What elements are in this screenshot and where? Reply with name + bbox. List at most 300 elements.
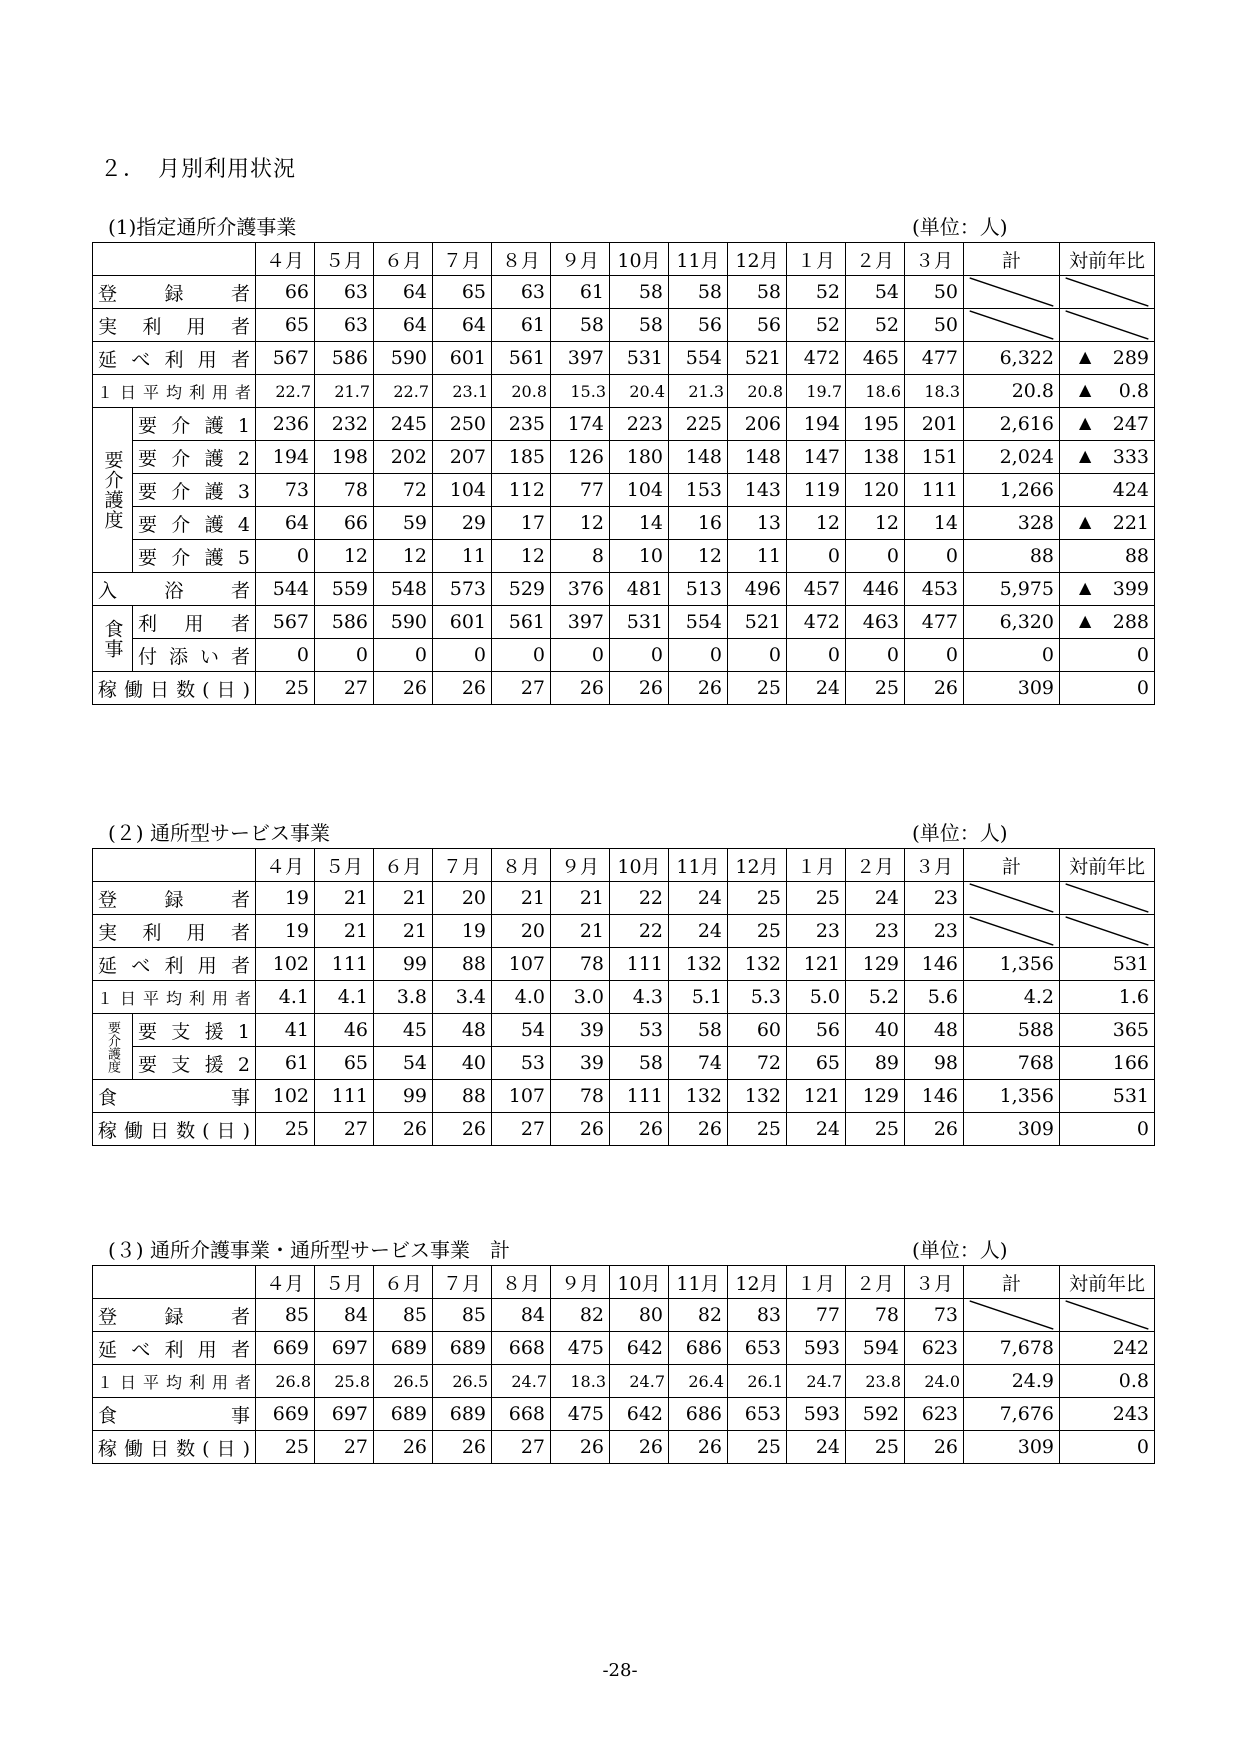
decrease-triangle-icon: ▲ <box>1079 347 1092 366</box>
month-value: 99 <box>374 1080 433 1113</box>
table-row <box>93 882 1155 915</box>
yoy-number: 424 <box>1112 479 1149 501</box>
table-row <box>93 606 1155 639</box>
month-value: 453 <box>905 573 964 606</box>
month-value: 590 <box>374 342 433 375</box>
month-value: 26 <box>551 672 610 705</box>
month-value: 26.5 <box>374 1365 433 1398</box>
month-value: 85 <box>433 1299 492 1332</box>
month-value: 10 <box>610 540 669 573</box>
decrease-triangle-icon: ▲ <box>1079 380 1092 399</box>
diagonal-blank-cell <box>964 1299 1060 1332</box>
yoy-value <box>1060 474 1155 507</box>
month-value: 236 <box>256 408 315 441</box>
month-value: 52 <box>846 309 905 342</box>
month-value: 521 <box>728 342 787 375</box>
month-value: 26 <box>610 1113 669 1146</box>
month-value: 18.3 <box>905 375 964 408</box>
month-header: ３月 <box>905 243 964 276</box>
month-value: 27 <box>315 672 374 705</box>
month-value: 107 <box>492 948 551 981</box>
total-value: 1,356 <box>964 948 1060 981</box>
month-value: 26 <box>669 1113 728 1146</box>
table-row <box>93 1014 1155 1047</box>
month-value: 77 <box>787 1299 846 1332</box>
yoy-value <box>1060 1332 1155 1365</box>
yoy-value <box>1060 1047 1155 1080</box>
group-label-text: 食事 <box>101 618 124 659</box>
total-value: 1,266 <box>964 474 1060 507</box>
diagonal-blank-cell <box>964 309 1060 342</box>
section-1-unit: (単位：人) <box>912 215 1008 239</box>
month-value: 129 <box>846 948 905 981</box>
month-value: 65 <box>256 309 315 342</box>
month-value: 45 <box>374 1014 433 1047</box>
month-value: 21 <box>374 882 433 915</box>
month-value: 686 <box>669 1332 728 1365</box>
month-value: 457 <box>787 573 846 606</box>
month-value: 544 <box>256 573 315 606</box>
month-value: 465 <box>846 342 905 375</box>
section-2-table <box>92 848 1155 1146</box>
month-header: 11月 <box>669 849 728 882</box>
yoy-number: 365 <box>1112 1019 1149 1041</box>
month-value: 561 <box>492 606 551 639</box>
total-value: 7,676 <box>964 1398 1060 1431</box>
month-value: 26 <box>610 1431 669 1464</box>
month-value: 119 <box>787 474 846 507</box>
month-value: 25 <box>728 672 787 705</box>
month-header: ４月 <box>256 243 315 276</box>
group-label-text: 要介護度 <box>101 450 124 530</box>
month-value: 78 <box>315 474 374 507</box>
month-value: 477 <box>905 606 964 639</box>
month-value: 22 <box>610 915 669 948</box>
month-value: 65 <box>315 1047 374 1080</box>
yoy-number: 0 <box>1136 677 1149 699</box>
month-value: 112 <box>492 474 551 507</box>
month-value: 21 <box>374 915 433 948</box>
diagonal-blank-cell <box>1060 915 1155 948</box>
month-value: 12 <box>787 507 846 540</box>
month-value: 148 <box>669 441 728 474</box>
month-value: 18.6 <box>846 375 905 408</box>
month-value: 26 <box>433 1113 492 1146</box>
yoy-value <box>1060 342 1155 375</box>
yoy-number: 243 <box>1112 1403 1149 1425</box>
month-value: 5.6 <box>905 981 964 1014</box>
total-value: 20.8 <box>964 375 1060 408</box>
table-row <box>93 1113 1155 1146</box>
month-value: 22.7 <box>374 375 433 408</box>
month-value: 21 <box>551 882 610 915</box>
row-label: 登 録 者 <box>93 882 256 915</box>
row-label: 要 介 護 5 <box>133 540 256 573</box>
month-value: 58 <box>728 276 787 309</box>
section-2-unit: (単位：人) <box>912 821 1008 845</box>
month-value: 54 <box>492 1014 551 1047</box>
header-row <box>93 243 1155 276</box>
yoy-value <box>1060 540 1155 573</box>
month-value: 195 <box>846 408 905 441</box>
yoy-number: 0.8 <box>1118 1370 1149 1392</box>
month-value: 26 <box>374 1431 433 1464</box>
month-value: 82 <box>669 1299 728 1332</box>
month-value: 397 <box>551 606 610 639</box>
month-value: 132 <box>728 948 787 981</box>
yoy-number: 0 <box>1136 1436 1149 1458</box>
month-value: 53 <box>610 1014 669 1047</box>
table-row <box>93 309 1155 342</box>
month-value: 17 <box>492 507 551 540</box>
month-value: 56 <box>669 309 728 342</box>
month-value: 206 <box>728 408 787 441</box>
month-value: 0 <box>492 639 551 672</box>
yoy-value <box>1060 573 1155 606</box>
month-value: 21.3 <box>669 375 728 408</box>
diagonal-blank-cell <box>964 276 1060 309</box>
month-value: 46 <box>315 1014 374 1047</box>
row-label: 延べ利用者 <box>93 1332 256 1365</box>
decrease-triangle-icon: ▲ <box>1079 413 1092 432</box>
month-value: 73 <box>256 474 315 507</box>
month-value: 475 <box>551 1398 610 1431</box>
decrease-triangle-icon: ▲ <box>1079 611 1092 630</box>
month-value: 623 <box>905 1332 964 1365</box>
month-value: 25 <box>728 882 787 915</box>
month-value: 0 <box>787 540 846 573</box>
month-value: 40 <box>846 1014 905 1047</box>
month-value: 567 <box>256 342 315 375</box>
month-value: 592 <box>846 1398 905 1431</box>
yoy-number: 242 <box>1112 1337 1149 1359</box>
section-1-table <box>92 242 1155 705</box>
month-value: 21.7 <box>315 375 374 408</box>
month-value: 24 <box>787 1113 846 1146</box>
month-header: ２月 <box>846 243 905 276</box>
month-value: 39 <box>551 1047 610 1080</box>
section-1-title: (1)指定通所介護事業 <box>108 215 297 239</box>
month-value: 58 <box>669 1014 728 1047</box>
month-header: ３月 <box>905 1266 964 1299</box>
month-value: 521 <box>728 606 787 639</box>
row-label: 延べ利用者 <box>93 342 256 375</box>
month-value: 48 <box>905 1014 964 1047</box>
month-value: 689 <box>374 1332 433 1365</box>
yoy-value <box>1060 948 1155 981</box>
month-value: 653 <box>728 1332 787 1365</box>
month-value: 132 <box>669 948 728 981</box>
month-value: 19.7 <box>787 375 846 408</box>
month-value: 52 <box>787 276 846 309</box>
month-value: 397 <box>551 342 610 375</box>
table-row <box>93 1080 1155 1113</box>
yoy-value <box>1060 1080 1155 1113</box>
month-value: 111 <box>610 1080 669 1113</box>
month-value: 0 <box>256 540 315 573</box>
month-value: 472 <box>787 342 846 375</box>
yoy-number: 166 <box>1112 1052 1149 1074</box>
month-header: ８月 <box>492 849 551 882</box>
month-header: １月 <box>787 849 846 882</box>
yoy-number: 1.6 <box>1118 986 1149 1008</box>
month-value: 19 <box>256 882 315 915</box>
month-value: 61 <box>256 1047 315 1080</box>
month-value: 58 <box>669 276 728 309</box>
month-value: 24 <box>669 915 728 948</box>
month-value: 24 <box>669 882 728 915</box>
month-header: ２月 <box>846 849 905 882</box>
month-header: ７月 <box>433 243 492 276</box>
month-value: 4.3 <box>610 981 669 1014</box>
month-value: 27 <box>492 1113 551 1146</box>
month-value: 4.1 <box>256 981 315 1014</box>
diagonal-blank-cell <box>1060 276 1155 309</box>
table-row <box>93 948 1155 981</box>
month-value: 26 <box>374 672 433 705</box>
month-value: 0 <box>374 639 433 672</box>
month-value: 0 <box>905 540 964 573</box>
month-value: 194 <box>787 408 846 441</box>
diagonal-blank-cell <box>1060 1299 1155 1332</box>
month-value: 531 <box>610 606 669 639</box>
month-value: 8 <box>551 540 610 573</box>
month-value: 554 <box>669 342 728 375</box>
month-value: 19 <box>256 915 315 948</box>
month-value: 16 <box>669 507 728 540</box>
month-value: 21 <box>551 915 610 948</box>
yoy-number: 221 <box>1112 512 1149 534</box>
table-row <box>93 573 1155 606</box>
month-value: 25 <box>846 672 905 705</box>
yoy-number: 399 <box>1112 578 1149 600</box>
month-value: 153 <box>669 474 728 507</box>
month-value: 0 <box>905 639 964 672</box>
month-value: 64 <box>374 276 433 309</box>
month-value: 27 <box>492 672 551 705</box>
month-value: 0 <box>551 639 610 672</box>
total-value: 5,975 <box>964 573 1060 606</box>
month-value: 0 <box>315 639 374 672</box>
row-label: 食 事 <box>93 1080 256 1113</box>
month-value: 5.3 <box>728 981 787 1014</box>
table-row <box>93 1365 1155 1398</box>
month-value: 56 <box>787 1014 846 1047</box>
month-value: 689 <box>433 1398 492 1431</box>
month-value: 26 <box>551 1431 610 1464</box>
diagonal-blank-cell <box>1060 882 1155 915</box>
section-2 <box>92 818 1154 1146</box>
month-value: 0 <box>787 639 846 672</box>
month-header: 12月 <box>728 1266 787 1299</box>
month-value: 12 <box>315 540 374 573</box>
total-value: 309 <box>964 1113 1060 1146</box>
month-value: 20.8 <box>492 375 551 408</box>
month-value: 63 <box>315 276 374 309</box>
month-value: 146 <box>905 1080 964 1113</box>
month-value: 669 <box>256 1332 315 1365</box>
month-value: 686 <box>669 1398 728 1431</box>
total-value: 328 <box>964 507 1060 540</box>
yoy-number: 0 <box>1136 1118 1149 1140</box>
month-value: 593 <box>787 1332 846 1365</box>
table-row <box>93 408 1155 441</box>
month-value: 26.1 <box>728 1365 787 1398</box>
month-value: 21 <box>315 915 374 948</box>
month-value: 29 <box>433 507 492 540</box>
month-value: 120 <box>846 474 905 507</box>
decrease-triangle-icon: ▲ <box>1079 578 1092 597</box>
row-label: 実 利 用 者 <box>93 309 256 342</box>
month-value: 58 <box>610 1047 669 1080</box>
month-value: 111 <box>315 1080 374 1113</box>
month-value: 54 <box>374 1047 433 1080</box>
month-value: 24.7 <box>610 1365 669 1398</box>
month-value: 0 <box>728 639 787 672</box>
month-header: ９月 <box>551 849 610 882</box>
month-value: 24.7 <box>787 1365 846 1398</box>
total-value: 1,356 <box>964 1080 1060 1113</box>
yoy-header: 対前年比 <box>1060 849 1155 882</box>
month-value: 146 <box>905 948 964 981</box>
month-value: 225 <box>669 408 728 441</box>
month-value: 207 <box>433 441 492 474</box>
month-value: 104 <box>610 474 669 507</box>
month-value: 472 <box>787 606 846 639</box>
table-row <box>93 1398 1155 1431</box>
yoy-number: 0.8 <box>1118 380 1149 402</box>
group-label <box>93 606 133 672</box>
month-value: 78 <box>846 1299 905 1332</box>
month-value: 26 <box>669 672 728 705</box>
month-value: 104 <box>433 474 492 507</box>
month-value: 232 <box>315 408 374 441</box>
month-value: 151 <box>905 441 964 474</box>
total-value: 309 <box>964 672 1060 705</box>
table-row <box>93 915 1155 948</box>
month-value: 50 <box>905 276 964 309</box>
total-header: 計 <box>964 243 1060 276</box>
yoy-value <box>1060 639 1155 672</box>
month-value: 12 <box>374 540 433 573</box>
month-value: 561 <box>492 342 551 375</box>
month-header: ５月 <box>315 1266 374 1299</box>
month-value: 63 <box>492 276 551 309</box>
section-3 <box>92 1235 1154 1464</box>
month-value: 548 <box>374 573 433 606</box>
month-value: 11 <box>433 540 492 573</box>
row-label: 食 事 <box>93 1398 256 1431</box>
table-row <box>93 375 1155 408</box>
group-label <box>93 408 133 573</box>
row-label: 稼働日数(日) <box>93 1113 256 1146</box>
month-value: 531 <box>610 342 669 375</box>
month-value: 642 <box>610 1398 669 1431</box>
month-header: 10月 <box>610 1266 669 1299</box>
table-row <box>93 276 1155 309</box>
month-value: 23 <box>846 915 905 948</box>
month-value: 107 <box>492 1080 551 1113</box>
total-value: 6,322 <box>964 342 1060 375</box>
month-header: ６月 <box>374 1266 433 1299</box>
month-value: 102 <box>256 948 315 981</box>
month-value: 3.4 <box>433 981 492 1014</box>
month-value: 5.0 <box>787 981 846 1014</box>
month-value: 5.1 <box>669 981 728 1014</box>
month-value: 121 <box>787 1080 846 1113</box>
total-value: 309 <box>964 1431 1060 1464</box>
table-row <box>93 1332 1155 1365</box>
month-value: 121 <box>787 948 846 981</box>
month-value: 668 <box>492 1398 551 1431</box>
month-value: 26 <box>905 1431 964 1464</box>
month-value: 83 <box>728 1299 787 1332</box>
month-value: 594 <box>846 1332 905 1365</box>
row-label: 入 浴 者 <box>93 573 256 606</box>
month-value: 22.7 <box>256 375 315 408</box>
month-value: 59 <box>374 507 433 540</box>
diagonal-blank-cell <box>964 882 1060 915</box>
table-row <box>93 672 1155 705</box>
yoy-value <box>1060 606 1155 639</box>
yoy-value <box>1060 672 1155 705</box>
month-value: 129 <box>846 1080 905 1113</box>
month-header: ７月 <box>433 1266 492 1299</box>
section-3-table <box>92 1265 1155 1464</box>
month-value: 12 <box>846 507 905 540</box>
month-value: 174 <box>551 408 610 441</box>
month-value: 668 <box>492 1332 551 1365</box>
month-value: 26.5 <box>433 1365 492 1398</box>
month-value: 593 <box>787 1398 846 1431</box>
month-value: 5.2 <box>846 981 905 1014</box>
month-value: 41 <box>256 1014 315 1047</box>
table-row <box>93 507 1155 540</box>
month-header: １月 <box>787 243 846 276</box>
yoy-number: 333 <box>1112 446 1149 468</box>
table-row <box>93 981 1155 1014</box>
total-value: 24.9 <box>964 1365 1060 1398</box>
month-value: 22 <box>610 882 669 915</box>
month-value: 14 <box>905 507 964 540</box>
month-header: 10月 <box>610 243 669 276</box>
total-header: 計 <box>964 1266 1060 1299</box>
month-value: 56 <box>728 309 787 342</box>
month-value: 88 <box>433 948 492 981</box>
row-label: 登 録 者 <box>93 276 256 309</box>
month-value: 26.4 <box>669 1365 728 1398</box>
month-value: 65 <box>433 276 492 309</box>
row-label: 付 添 い 者 <box>133 639 256 672</box>
month-value: 475 <box>551 1332 610 1365</box>
yoy-number: 0 <box>1136 644 1149 666</box>
yoy-value <box>1060 441 1155 474</box>
page-heading: ２． 月別利用状況 <box>100 157 297 182</box>
yoy-value <box>1060 507 1155 540</box>
group-label-text: 要介護度 <box>105 1020 120 1073</box>
month-header: 12月 <box>728 849 787 882</box>
month-value: 64 <box>256 507 315 540</box>
month-header: ４月 <box>256 1266 315 1299</box>
month-value: 26 <box>433 672 492 705</box>
table-row <box>93 441 1155 474</box>
page-number: -28- <box>602 1660 638 1681</box>
month-value: 52 <box>787 309 846 342</box>
yoy-value <box>1060 1113 1155 1146</box>
month-value: 40 <box>433 1047 492 1080</box>
month-value: 147 <box>787 441 846 474</box>
diagonal-blank-cell <box>964 915 1060 948</box>
